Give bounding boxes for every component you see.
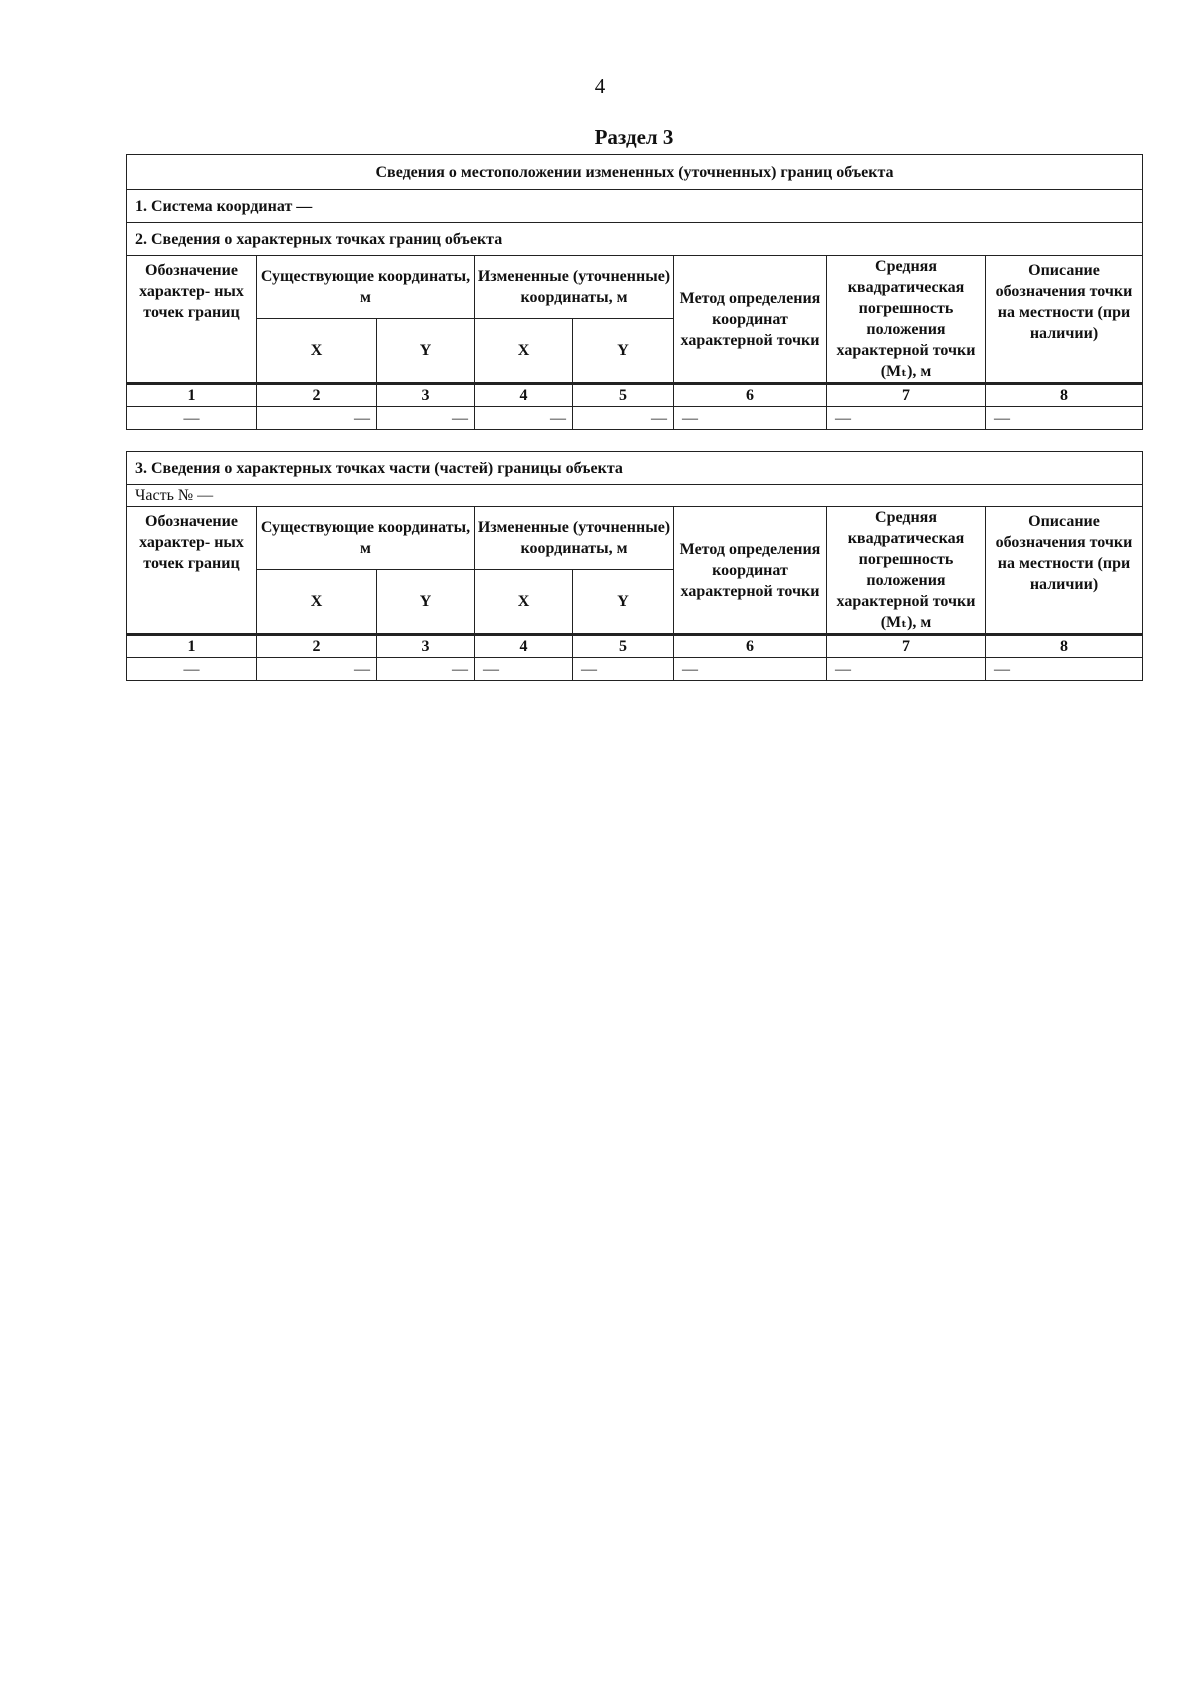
header-existing-x: X <box>257 570 377 635</box>
table-title: Сведения о местоположении измененных (уточненных) границ объекта <box>127 155 1143 190</box>
empty-cell: — <box>257 658 377 681</box>
empty-cell: — <box>377 407 475 430</box>
header-point-designation: Обозначение характер- ных точек границ <box>127 507 257 635</box>
column-number: 5 <box>573 635 674 658</box>
header-method: Метод определения координат характерной точки <box>674 256 827 384</box>
column-number: 3 <box>377 635 475 658</box>
coordinate-system-row: 1. Система координат — <box>127 190 1143 223</box>
empty-cell: — <box>986 407 1143 430</box>
header-point-designation: Обозначение характер- ных точек границ <box>127 256 257 384</box>
column-number: 6 <box>674 384 827 407</box>
header-existing-y: Y <box>377 570 475 635</box>
empty-cell: — <box>257 407 377 430</box>
empty-cell: — <box>674 407 827 430</box>
header-mean-error: Средняя квадратическая погрешность положения характерной точки (Mₜ), м <box>827 256 986 384</box>
column-number: 7 <box>827 384 986 407</box>
column-number: 2 <box>257 384 377 407</box>
section-title: Раздел 3 <box>594 125 674 149</box>
column-number: 4 <box>475 635 573 658</box>
table-title: 3. Сведения о характерных точках части (частей) границы объекта <box>127 452 1143 485</box>
header-changed-x: X <box>475 319 573 384</box>
empty-cell: — <box>573 407 674 430</box>
empty-cell: — <box>127 407 257 430</box>
empty-cell: — <box>377 658 475 681</box>
column-number: 8 <box>986 635 1143 658</box>
column-number: 1 <box>127 635 257 658</box>
header-changed-coordinates: Измененные (уточненные) координаты, м <box>475 256 674 319</box>
points-info-row: 2. Сведения о характерных точках границ объекта <box>127 223 1143 256</box>
column-number: 3 <box>377 384 475 407</box>
column-number: 1 <box>127 384 257 407</box>
page-number: 4 <box>594 74 606 98</box>
column-number: 4 <box>475 384 573 407</box>
column-number: 2 <box>257 635 377 658</box>
header-changed-y: Y <box>573 319 674 384</box>
empty-cell: — <box>827 658 986 681</box>
header-description: Описание обозначения точки на местности (при наличии) <box>986 507 1143 635</box>
header-changed-coordinates: Измененные (уточненные) координаты, м <box>475 507 674 570</box>
header-changed-y: Y <box>573 570 674 635</box>
header-existing-x: X <box>257 319 377 384</box>
column-number: 8 <box>986 384 1143 407</box>
empty-cell: — <box>475 658 573 681</box>
column-number: 6 <box>674 635 827 658</box>
part-boundary-table <box>126 451 1143 681</box>
empty-cell: — <box>475 407 573 430</box>
part-number-row: Часть № — <box>127 485 1143 507</box>
empty-cell: — <box>674 658 827 681</box>
header-mean-error: Средняя квадратическая погрешность положения характерной точки (Mₜ), м <box>827 507 986 635</box>
empty-cell: — <box>986 658 1143 681</box>
empty-cell: — <box>127 658 257 681</box>
header-method: Метод определения координат характерной точки <box>674 507 827 635</box>
header-existing-y: Y <box>377 319 475 384</box>
header-description: Описание обозначения точки на местности (при наличии) <box>986 256 1143 384</box>
column-number: 7 <box>827 635 986 658</box>
boundary-table <box>126 154 1143 430</box>
header-changed-x: X <box>475 570 573 635</box>
empty-cell: — <box>827 407 986 430</box>
header-existing-coordinates: Существующие координаты, м <box>257 507 475 570</box>
empty-cell: — <box>573 658 674 681</box>
header-existing-coordinates: Существующие координаты, м <box>257 256 475 319</box>
column-number: 5 <box>573 384 674 407</box>
